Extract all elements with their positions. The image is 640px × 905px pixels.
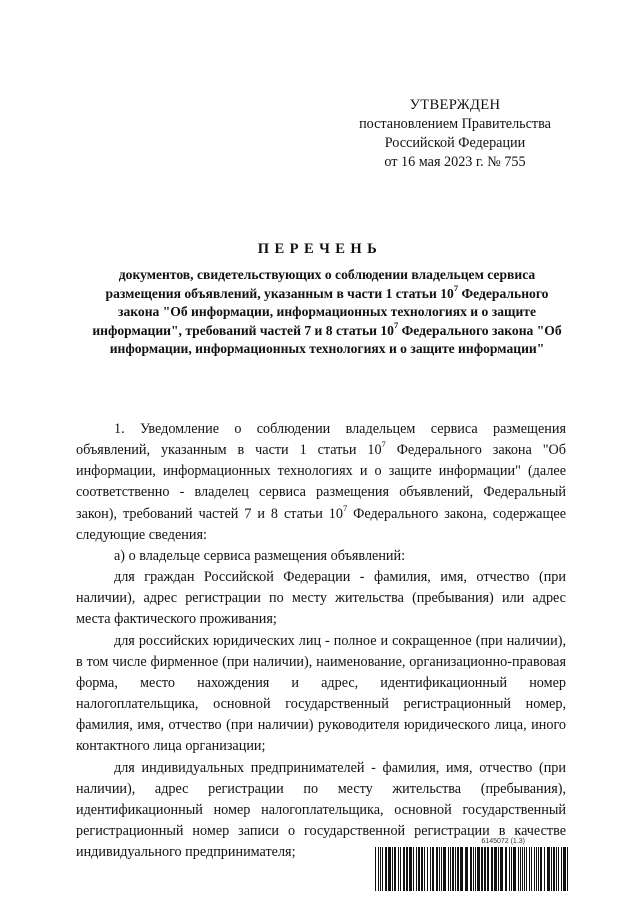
approval-line-1: постановлением Правительства xyxy=(359,116,551,132)
approval-line-3: от 16 мая 2023 г. № 755 xyxy=(384,154,526,170)
document-body xyxy=(76,419,566,863)
barcode-block xyxy=(375,838,571,891)
paragraph-5: для индивидуальных предпринимателей - фамилия, имя, отчество (при наличии), адрес регистрации по месту жительства (пребывания), идентификационный номер налогоплательщика, основной государственный регистрационный номер записи о государственной регистрации в качестве индивидуального предпринимателя; xyxy=(76,759,566,861)
approval-line-2: Российской Федерации xyxy=(384,135,526,151)
barcode-icon xyxy=(375,847,571,891)
paragraph-1-part-a: 1. Уведомление о соблюдении владельцем сервиса размещения объявлений, указанным в части 1 статьи 10 xyxy=(76,421,566,459)
paragraph-1-part-b: Федерального закона "Об информации, информационных технологиях и о защите информации" (далее соответственно - владелец сервиса размещения объявлений, Федеральный закон), требований частей 7 и 8 статьи 10 xyxy=(76,442,566,522)
subtitle-part-2: Федерального закона "Об информации, информационных технологиях и о защите информации", требований частей 7 и 8 статьи 10 xyxy=(92,285,549,338)
paragraph-1 xyxy=(76,419,566,546)
subtitle-superscript-2: 7 xyxy=(393,320,399,331)
paragraph-1-superscript-2: 7 xyxy=(342,502,348,513)
paragraph-4: для российских юридических лиц - полное и сокращенное (при наличии), в том числе фирменное (при наличии), наименование, организационно-правовая форма, место нахождения и адрес, идентификационный номер налогоплательщика, основной государственный регистрационный номер, фамилия, имя, отчество (при наличии) руководителя юридического лица, иного контактного лица организации; xyxy=(76,632,566,755)
paragraph-3: для граждан Российской Федерации - фамилия, имя, отчество (при наличии), адрес регистрации по месту жительства (пребывания) или адрес места фактического проживания; xyxy=(76,569,566,628)
subtitle-part-1: документов, свидетельствующих о соблюдении владельцем сервиса размещения объявлений, указанным в части 1 статьи 10 xyxy=(105,267,536,301)
document-subtitle xyxy=(88,266,566,359)
approval-heading: УТВЕРЖДЕН xyxy=(409,97,501,113)
barcode-number: 6145072 (1.3) xyxy=(481,838,525,845)
document-title: ПЕРЕЧЕНЬ xyxy=(257,241,383,257)
paragraph-2: а) о владельце сервиса размещения объявлений: xyxy=(114,547,406,564)
paragraph-1-part-c: Федерального закона, содержащее следующие сведения: xyxy=(76,505,566,543)
approval-stamp xyxy=(340,96,570,172)
subtitle-part-3: Федерального закона "Об информации, информационных технологиях и о защите информации" xyxy=(109,322,562,357)
subtitle-superscript-1: 7 xyxy=(453,283,459,294)
paragraph-1-superscript-1: 7 xyxy=(381,439,386,450)
